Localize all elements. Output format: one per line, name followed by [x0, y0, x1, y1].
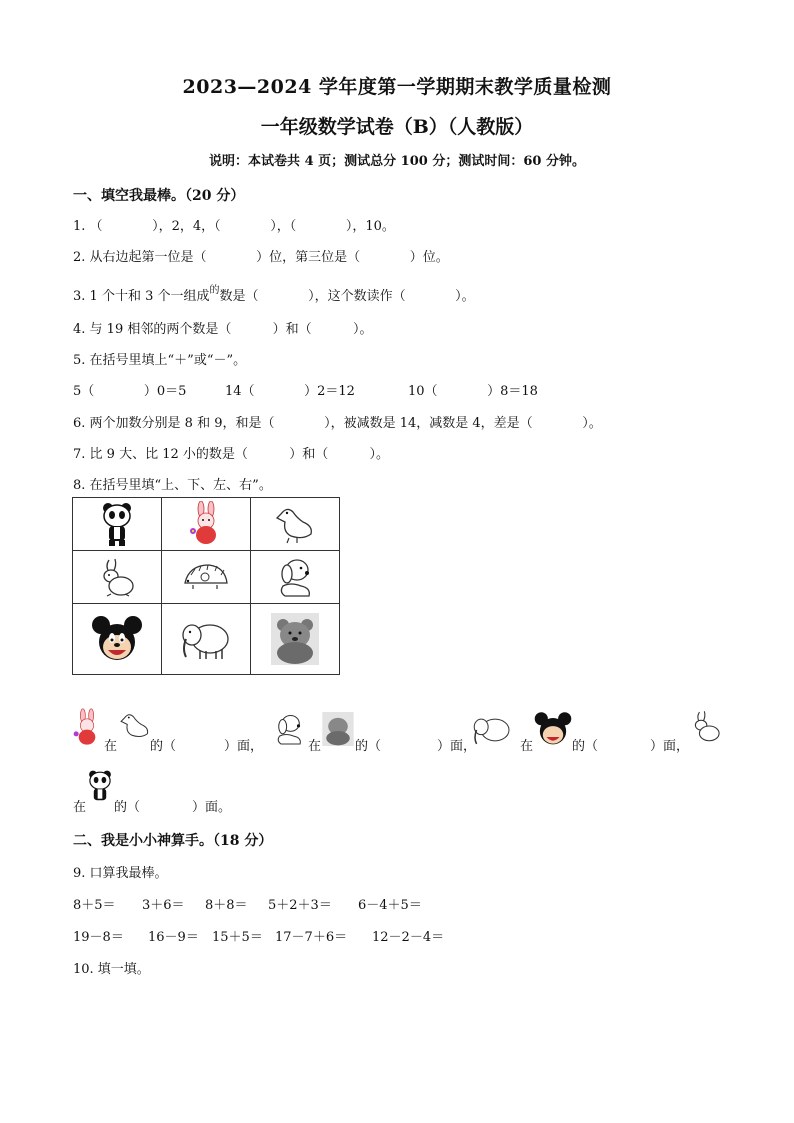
q8-face-2-text: ）面， — [437, 739, 477, 754]
q8-face-3-text: ）面， — [650, 739, 690, 754]
q8-in-1: 在 — [104, 739, 118, 754]
duck-icon — [273, 504, 317, 544]
duck-icon — [118, 710, 152, 742]
question-9: 9. 口算我最棒。 — [73, 866, 168, 881]
question-10: 10. 填一填。 — [73, 962, 150, 977]
panda-icon — [99, 501, 135, 547]
q8-of-3 — [572, 735, 689, 754]
grid-cell — [162, 498, 251, 551]
q8-of-2 — [355, 735, 476, 754]
rabbit-flower-icon — [72, 708, 102, 748]
section1-heading: 一、填空我最棒。（20 分） — [73, 188, 245, 204]
question-3-small-char: 的 — [209, 285, 220, 296]
calc-item: 8＋5＝ — [73, 898, 116, 913]
question-2: 2. 从右边起第一位是（ ）位，第三位是（ ）位。 — [73, 250, 449, 265]
dog-icon — [271, 556, 319, 598]
question-7: 7. 比 9 大、比 12 小的数是（ ）和（ ）。 — [73, 447, 390, 462]
exam-instructions: 说明：本试卷共 4 页；测试总分 100 分；测试时间：60 分钟。 — [209, 154, 585, 169]
q8-of-1-text: 的（ — [150, 739, 177, 754]
hedgehog-icon — [181, 561, 231, 593]
grid-cell — [251, 604, 340, 675]
q8-in-3: 在 — [520, 739, 534, 754]
calc-item: 12－2－4＝ — [372, 930, 445, 945]
rabbit-icon — [688, 708, 724, 744]
q8-of-4-text: 的（ — [114, 800, 141, 815]
q8-in-2: 在 — [308, 739, 322, 754]
q8-of-3-text: 的（ — [572, 739, 599, 754]
mickey-icon — [534, 710, 572, 748]
grid-cell — [162, 604, 251, 675]
calc-item: 17－7＋6＝ — [275, 930, 348, 945]
grid-cell — [251, 498, 340, 551]
calc-item: 5＋2＋3＝ — [268, 898, 332, 913]
question-4: 4. 与 19 相邻的两个数是（ ）和（ ）。 — [73, 322, 373, 337]
question-1: 1. （ ），2，4，（ ），（ ），10。 — [73, 219, 395, 234]
calc-item: 3＋6＝ — [142, 898, 185, 913]
question-5c: 10（ ）8＝18 — [408, 384, 538, 399]
grid-row — [73, 498, 340, 551]
question-5b: 14（ ）2＝12 — [225, 384, 355, 399]
exam-title: 2023—2024 学年度第一学期期末教学质量检测 — [182, 76, 612, 98]
grid-cell — [251, 551, 340, 604]
exam-subtitle: 一年级数学试卷（B）（人教版） — [260, 116, 534, 138]
question-5: 5. 在括号里填上“＋”或“－”。 — [73, 353, 247, 368]
rabbit-icon — [95, 556, 139, 598]
calc-item: 19－8＝ — [73, 930, 124, 945]
grid-cell — [73, 498, 162, 551]
rabbit-flower-icon — [188, 501, 224, 547]
question-3-part-a: 3. 1 个十和 3 个一组成 — [73, 289, 210, 304]
q8-face-1-text: ）面， — [224, 739, 264, 754]
elephant-icon — [178, 617, 234, 661]
bear-icon — [271, 613, 319, 665]
grid-cell — [162, 551, 251, 604]
question-5a: 5（ ）0＝5 — [73, 384, 187, 399]
question-3 — [73, 285, 475, 304]
animal-grid — [72, 497, 340, 675]
calc-item: 16－9＝ — [148, 930, 199, 945]
calc-item: 8＋8＝ — [205, 898, 248, 913]
q8-face-4-text: ）面。 — [192, 800, 232, 815]
elephant-icon — [470, 713, 514, 747]
panda-icon — [86, 768, 114, 806]
question-6: 6. 两个加数分别是 8 和 9，和是（ ），被减数是 14，减数是 4，差是（ ）。 — [73, 416, 602, 431]
question-8: 8. 在括号里填“上、下、左、右”。 — [73, 478, 272, 493]
bear-icon — [322, 712, 354, 746]
grid-row — [73, 604, 340, 675]
grid-cell — [73, 604, 162, 675]
grid-row — [73, 551, 340, 604]
q8-of-2-text: 的（ — [355, 739, 382, 754]
grid-cell — [73, 551, 162, 604]
dog-icon — [270, 712, 308, 746]
calc-item: 15＋5＝ — [212, 930, 263, 945]
q8-of-1 — [150, 735, 263, 754]
calc-item: 6－4＋5＝ — [358, 898, 422, 913]
q8-of-4 — [114, 796, 231, 815]
mickey-icon — [91, 614, 143, 664]
section2-heading: 二、我是小小神算手。（18 分） — [73, 833, 273, 849]
question-3-part-b: 数是（ ），这个数读作（ ）。 — [219, 289, 475, 304]
q8-in-4: 在 — [73, 800, 87, 815]
